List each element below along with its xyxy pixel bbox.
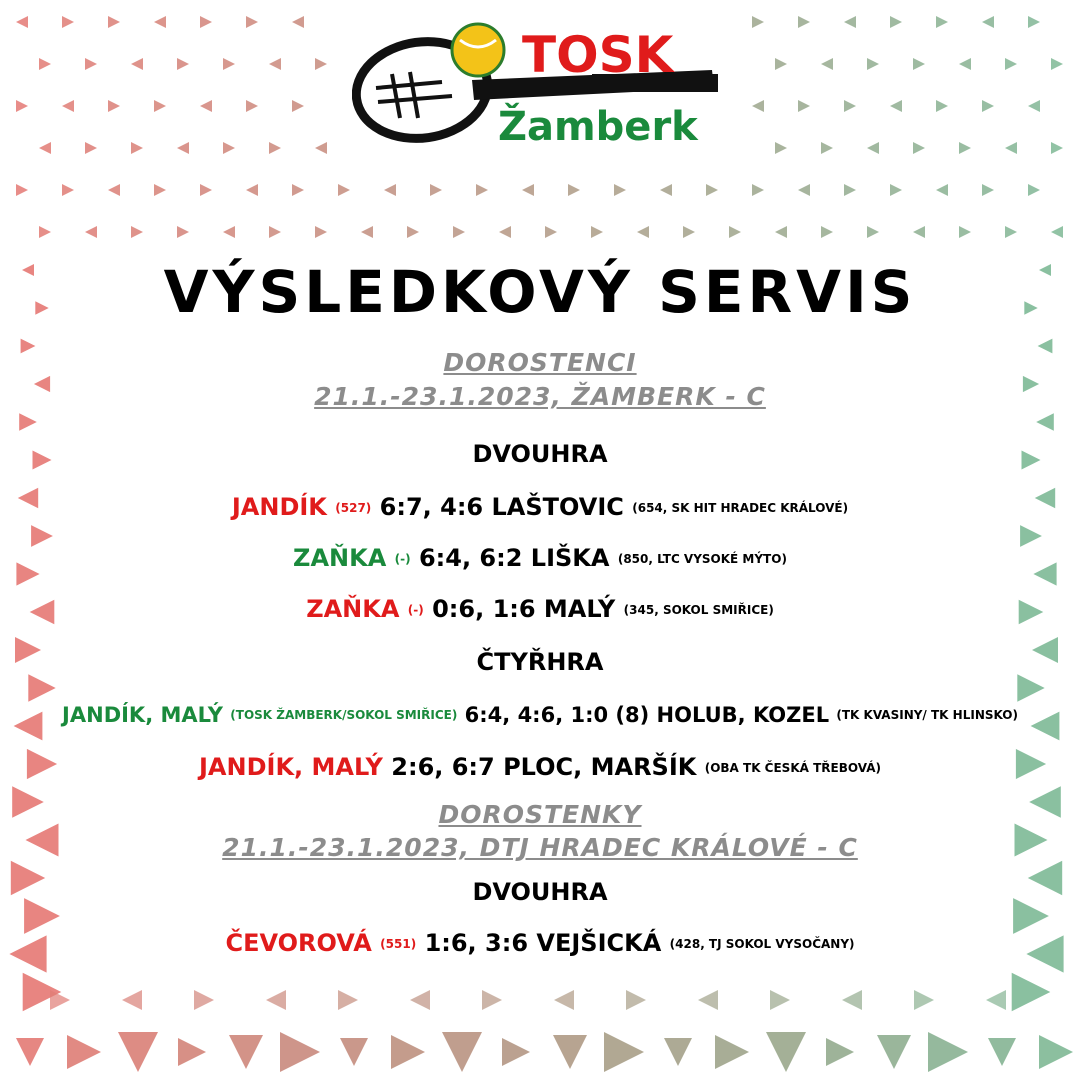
opponent-info: (654, SK HIT HRADEC KRÁLOVÉ) — [632, 501, 849, 515]
player-name: ZAŇKA — [306, 595, 400, 623]
player-info: (-) — [407, 603, 424, 617]
opponent-name: LIŠKA — [530, 544, 610, 572]
match-score: 2:6, 6:7 — [391, 753, 495, 781]
player-name: ZAŇKA — [293, 544, 387, 572]
opponent-info: (428, TJ SOKOL VYSOČANY) — [669, 937, 855, 951]
match-score: 0:6, 1:6 — [432, 595, 536, 623]
match-row — [0, 926, 1080, 961]
player-info: (-) — [394, 552, 411, 566]
opponent-info: (OBA TK ČESKÁ TŘEBOVÁ) — [704, 761, 881, 775]
match-row — [0, 490, 1080, 525]
opponent-info: (345, SOKOL SMIŘICE) — [623, 603, 774, 617]
match-row — [0, 750, 1080, 785]
opponent-name: HOLUB, KOZEL — [656, 703, 830, 727]
opponent-name: PLOC, MARŠÍK — [503, 753, 697, 781]
opponent-name: VEJŠICKÁ — [536, 929, 662, 957]
player-name: JANDÍK, MALÝ — [62, 703, 223, 727]
match-row — [0, 592, 1080, 627]
category-label: DVOUHRA — [472, 440, 608, 468]
section-heading: DOROSTENCI — [443, 348, 637, 377]
category-label: ČTYŘHRA — [476, 648, 604, 676]
opponent-info: (TK KVASINY/ TK HLINSKO) — [836, 708, 1018, 722]
opponent-name: LAŠTOVIC — [491, 493, 624, 521]
section-subheading: 21.1.-23.1.2023, DTJ HRADEC KRÁLOVÉ - C — [222, 833, 858, 862]
match-score: 1:6, 3:6 — [424, 929, 529, 957]
player-name: ČEVOROVÁ — [225, 929, 372, 957]
player-info: (TOSK ŽAMBERK/SOKOL SMIŘICE) — [230, 708, 458, 722]
section-subheading: 21.1.-23.1.2023, ŽAMBERK - C — [314, 382, 766, 411]
player-name: JANDÍK — [231, 493, 327, 521]
page-title: VÝSLEDKOVÝ SERVIS — [163, 258, 917, 326]
logo-text-zamberk: Žamberk — [498, 104, 698, 148]
match-row — [0, 541, 1080, 576]
match-score: 6:4, 6:2 — [418, 544, 523, 572]
logo-text-tosk: TOSK — [522, 26, 674, 84]
player-info: (527) — [335, 501, 372, 515]
player-name: JANDÍK, MALÝ — [199, 753, 383, 781]
opponent-name: MALÝ — [543, 595, 616, 623]
opponent-info: (850, LTC VYSOKÉ MÝTO) — [617, 552, 787, 566]
match-score: 6:7, 4:6 — [379, 493, 484, 521]
tosk-zamberk-logo — [352, 18, 724, 148]
match-row — [0, 698, 1080, 732]
category-label: DVOUHRA — [472, 878, 608, 906]
player-info: (551) — [380, 937, 417, 951]
section-heading: DOROSTENKY — [438, 800, 642, 829]
match-score: 6:4, 4:6, 1:0 (8) — [464, 703, 650, 727]
